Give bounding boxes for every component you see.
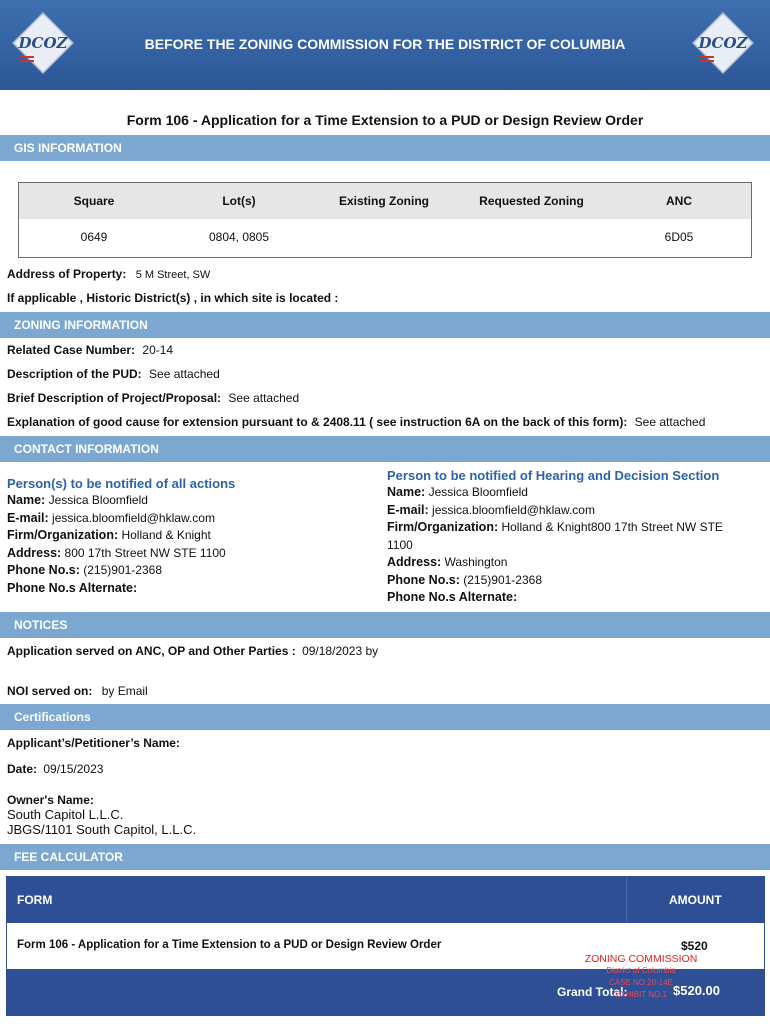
gis-header-requested-zoning: Requested Zoning (479, 194, 584, 208)
good-cause-value: See attached (634, 415, 706, 429)
contact-firm-row (7, 527, 377, 545)
section-title: ZONING INFORMATION (14, 318, 148, 332)
zoning-commission-stamp (578, 953, 704, 1001)
gis-header-existing-zoning: Existing Zoning (339, 194, 429, 208)
stamp-title: ZONING COMMISSION (584, 953, 698, 965)
stamp-line: CASE NO.20-14E (608, 978, 674, 987)
gis-anc-value: 6D05 (664, 230, 694, 244)
noi-served-value: by Email (101, 684, 148, 698)
contact-name-label: Name: (387, 485, 426, 499)
contact-name-label: Name: (7, 493, 46, 507)
contact-phone-label: Phone No.s: (387, 572, 460, 587)
good-cause-label: Explanation of good cause for extension pursuant to & 2408.11 ( see instruction 6A on the back of this form): (7, 415, 628, 429)
contact-firm-row (387, 519, 762, 537)
section-zoning (0, 312, 770, 338)
contact-alt-phone-label: Phone No.s Alternate: (387, 590, 518, 604)
noi-served-row (7, 684, 148, 698)
gis-header-anc: ANC (666, 194, 692, 208)
logo-text: DCOZ (18, 34, 68, 52)
grand-total-value: $520.00 (673, 983, 720, 998)
address-label: Address of Property: (7, 267, 127, 281)
gis-table (18, 182, 752, 258)
pud-description-row (7, 367, 220, 381)
application-served-label: Application served on ANC, OP and Other Parties : (7, 644, 296, 658)
contact-address-label: Address: (387, 555, 442, 569)
contact-firm-label: Firm/Organization: (7, 528, 119, 542)
contact-name-row (7, 492, 377, 510)
logo-text: DCOZ (698, 34, 748, 52)
application-served-value: 09/18/2023 by (302, 644, 379, 658)
fee-column-divider (626, 877, 627, 923)
contact-heading: Person to be notified of Hearing and Decision Section (387, 468, 720, 483)
contact-phone-value: (215)901-2368 (83, 563, 162, 577)
contact-alt-phone-row (7, 580, 377, 598)
dcoz-logo-right (692, 12, 754, 74)
owner-name-line: JBGS/1101 South Capitol, L.L.C. (7, 822, 197, 837)
contact-email-label: E-mail: (7, 510, 49, 525)
fee-table-header (7, 877, 764, 923)
gis-square-value: 0649 (80, 230, 108, 244)
fee-row-amount: $520 (681, 939, 708, 953)
pud-description-value: See attached (149, 367, 220, 381)
grand-total-label: Grand Total: (557, 985, 628, 999)
contact-email-value: jessica.bloomfield@hklaw.com (52, 510, 215, 525)
noi-served-label: NOI served on: (7, 684, 93, 698)
gis-table-header (19, 183, 751, 219)
contact-name-value: Jessica Bloomfield (428, 485, 528, 499)
stamp-line: EXHIBIT NO.1 (615, 990, 667, 999)
section-certifications (0, 704, 770, 730)
contact-alt-phone-label: Phone No.s Alternate: (7, 580, 138, 595)
contact-address-label: Address: (7, 545, 62, 560)
contact-phone-label: Phone No.s: (7, 563, 80, 577)
contact-email-row (7, 510, 377, 528)
contact-name-value: Jessica Bloomfield (48, 493, 148, 507)
contact-all-actions (7, 476, 377, 597)
good-cause-row (7, 415, 705, 429)
stamp-line: District of Columbia (606, 966, 676, 975)
fee-amount-header: AMOUNT (669, 893, 722, 907)
address-value: 5 M Street, SW (135, 269, 211, 281)
address-row (7, 267, 210, 281)
related-case-label: Related Case Number: (7, 343, 136, 357)
section-title: GIS INFORMATION (14, 141, 122, 155)
section-notices (0, 612, 770, 638)
section-title: Certifications (14, 710, 91, 724)
brief-description-label: Brief Description of Project/Proposal: (7, 391, 222, 405)
contact-firm-continued: 1100 (387, 537, 413, 552)
contact-firm-value: Holland & Knight800 17th Street NW STE (501, 520, 723, 534)
historic-district-row (7, 291, 338, 305)
related-case-row (7, 343, 173, 357)
contact-address-value: 800 17th Street NW STE 1100 (64, 545, 226, 560)
date-row (7, 762, 103, 776)
owner-name-block (7, 793, 196, 838)
related-case-value: 20-14 (142, 343, 174, 357)
contact-address-row (387, 554, 762, 572)
contact-firm-value: Holland & Knight (121, 528, 211, 542)
section-fee-calculator (0, 844, 770, 870)
form-title: Form 106 - Application for a Time Extension to a PUD or Design Review Order (126, 112, 644, 128)
brief-description-row (7, 391, 299, 405)
contact-heading: Person(s) to be notified of all actions (7, 476, 236, 491)
application-served-row (7, 644, 378, 658)
fee-row-form: Form 106 - Application for a Time Extension to a PUD or Design Review Order (17, 939, 442, 951)
contact-address-row (7, 545, 377, 563)
gis-header-lots: Lot(s) (222, 194, 256, 208)
contact-email-label: E-mail: (387, 502, 429, 517)
applicant-name-row (7, 736, 180, 750)
section-title: FEE CALCULATOR (14, 850, 123, 864)
brief-description-value: See attached (228, 391, 300, 405)
contact-phone-row (387, 572, 762, 590)
pud-description-label: Description of the PUD: (7, 367, 142, 381)
banner-title: BEFORE THE ZONING COMMISSION FOR THE DISTRICT OF COLUMBIA (144, 36, 626, 52)
applicant-name-label: Applicant’s/Petitioner’s Name: (7, 736, 180, 750)
contact-phone-value: (215)901-2368 (463, 572, 542, 587)
date-label: Date: (7, 762, 38, 776)
gis-lots-value: 0804, 0805 (208, 230, 270, 244)
contact-email-value: jessica.bloomfield@hklaw.com (432, 502, 595, 517)
contact-alt-phone-row (387, 589, 762, 607)
owner-name-line: South Capitol L.L.C. (7, 807, 124, 822)
date-value: 09/15/2023 (43, 762, 104, 776)
section-contact (0, 436, 770, 462)
gis-header-square: Square (73, 194, 115, 208)
fee-form-header: FORM (17, 893, 53, 907)
section-title: NOTICES (14, 618, 68, 632)
contact-hearing-decision (387, 468, 762, 607)
owner-name-label: Owner's Name: (7, 793, 94, 807)
contact-email-row (387, 502, 762, 520)
contact-firm-label: Firm/Organization: (387, 520, 499, 534)
contact-address-value: Washington (444, 555, 508, 569)
section-gis (0, 135, 770, 161)
historic-district-label: If applicable , Historic District(s) , in which site is located : (7, 291, 339, 305)
contact-phone-row (7, 562, 377, 580)
contact-name-row (387, 484, 762, 502)
section-title: CONTACT INFORMATION (14, 442, 159, 456)
